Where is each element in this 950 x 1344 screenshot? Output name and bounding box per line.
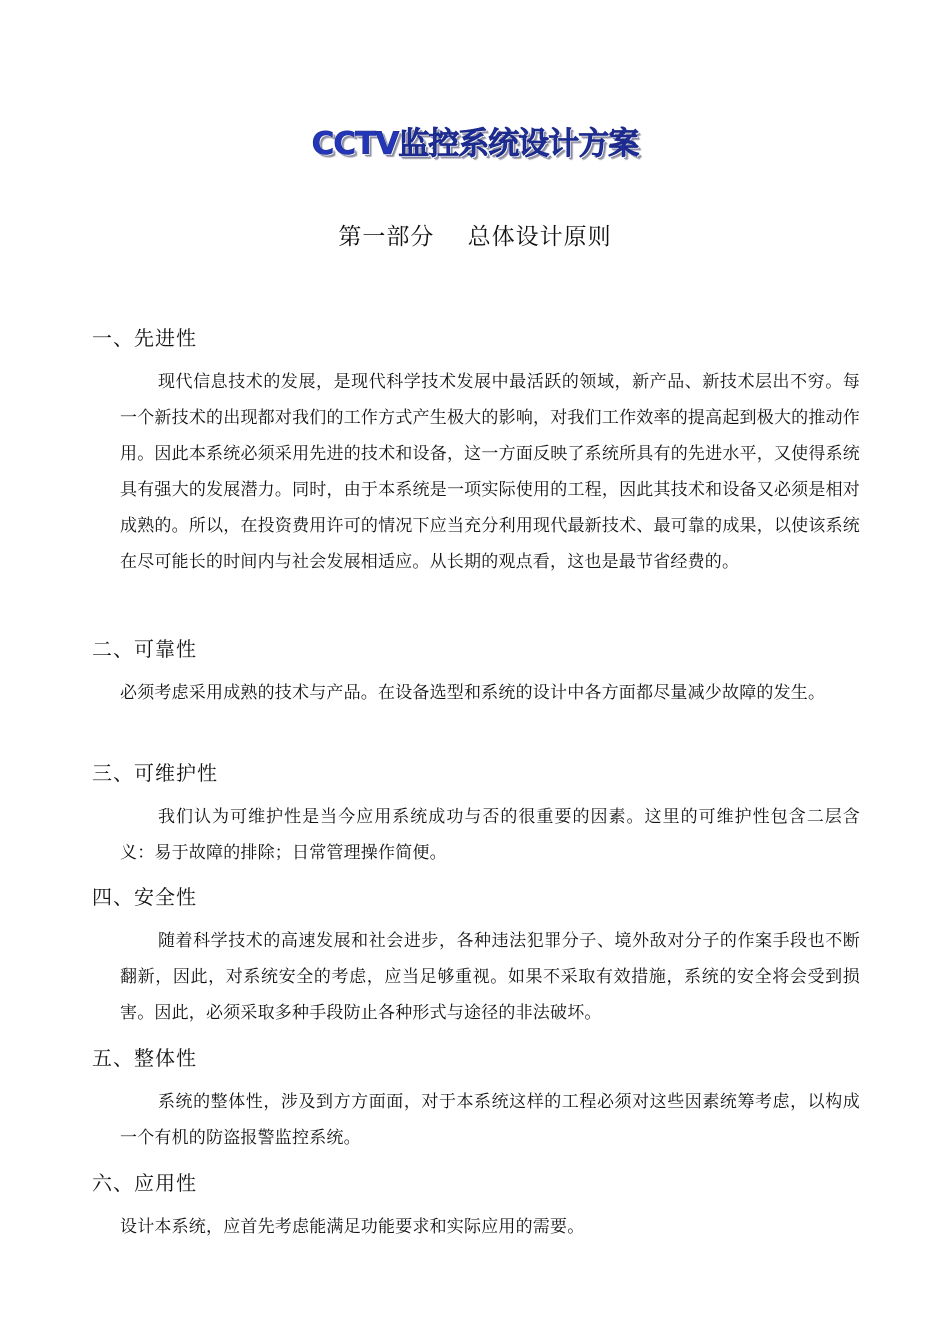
section-paragraph: 现代信息技术的发展，是现代科学技术发展中最活跃的领域，新产品、新技术层出不穷。每一个新技术的出现都对我们的工作方式产生极大的影响，对我们工作效率的提高起到极大的推动作用。因此本系统必须采用先进的技术和设备，这一方面反映了系统所具有的先进水平，又使得系统具有强大的发展潜力。同时，由于本系统是一项实际使用的工程，因此其技术和设备又必须是相对成熟的。所以，在投资费用许可的情况下应当充分利用现代最新技术、最可靠的成果，以使该系统在尽可能长的时间内与社会发展相适应。从长期的观点看，这也是最节省经费的。 xyxy=(120,372,860,572)
section-paragraph: 必须考虑采用成熟的技术与产品。在设备选型和系统的设计中各方面都尽量减少故障的发生。 xyxy=(120,683,826,703)
section-heading: 三、可维护性 xyxy=(92,761,218,785)
section-heading: 四、安全性 xyxy=(92,885,197,909)
section-heading: 五、整体性 xyxy=(92,1046,197,1070)
section-paragraph: 设计本系统，应首先考虑能满足功能要求和实际应用的需要。 xyxy=(120,1217,585,1237)
section-paragraph: 我们认为可维护性是当今应用系统成功与否的很重要的因素。这里的可维护性包含二层含义：易于故障的排除；日常管理操作简便。 xyxy=(120,807,860,863)
section-heading: 二、可靠性 xyxy=(92,637,197,661)
section-paragraph: 系统的整体性，涉及到方方面面，对于本系统这样的工程必须对这些因素统筹考虑，以构成一个有机的防盗报警监控系统。 xyxy=(120,1092,860,1148)
section-heading: 六、应用性 xyxy=(92,1171,197,1195)
part-title: 第一部分 总体设计原则 xyxy=(338,224,612,250)
section-heading: 一、先进性 xyxy=(92,326,197,350)
section-paragraph: 随着科学技术的高速发展和社会进步，各种违法犯罪分子、境外敌对分子的作案手段也不断翻新，因此，对系统安全的考虑，应当足够重视。如果不采取有效措施，系统的安全将会受到损害。因此，必须采取多种手段防止各种形式与途径的非法破坏。 xyxy=(120,931,860,1023)
document-title: CCTV监控系统设计方案 xyxy=(311,126,639,162)
